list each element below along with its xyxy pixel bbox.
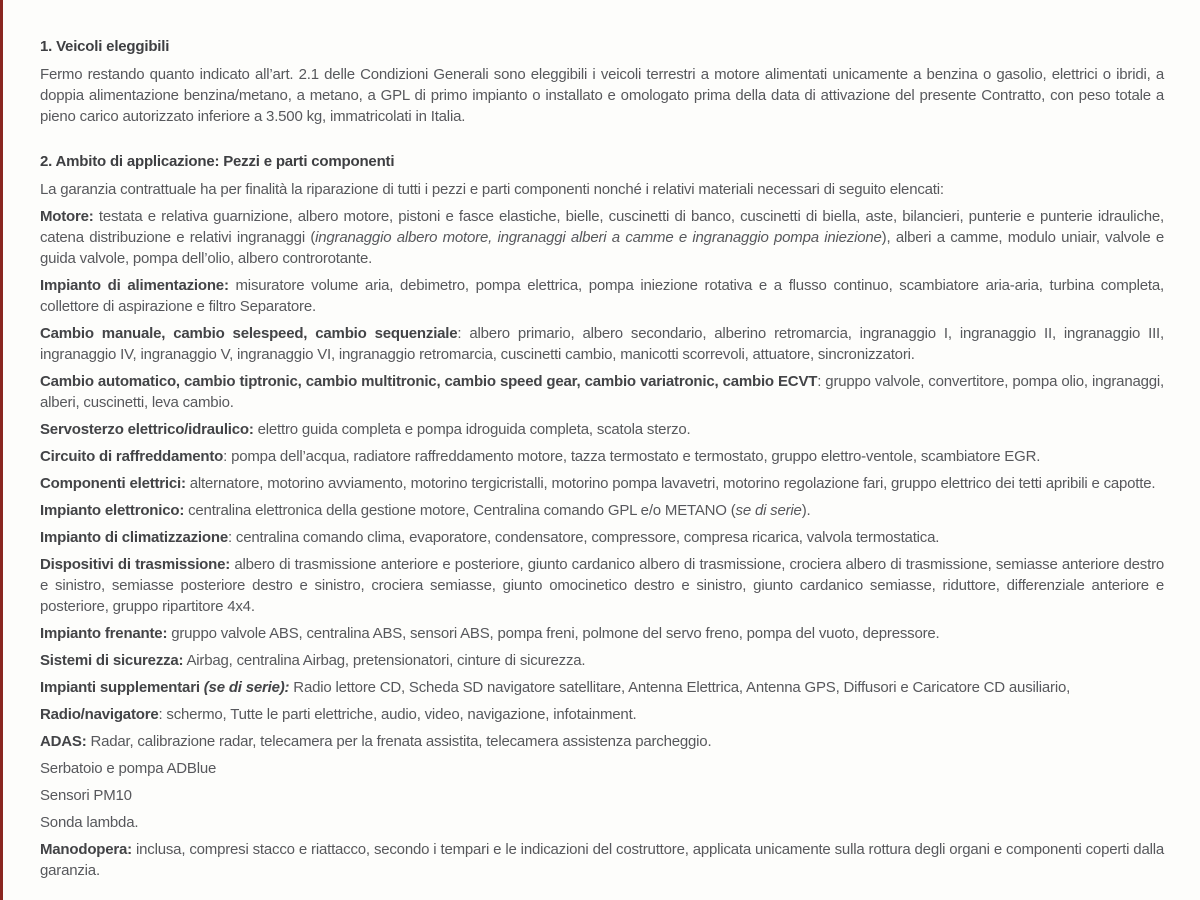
page-edge-line (0, 0, 3, 900)
section-heading: 1. Veicoli eleggibili (40, 38, 170, 55)
paragraph (40, 527, 1164, 548)
text-run: gruppo valvole ABS, centralina ABS, sensori ABS, pompa freni, polmone del servo freno, pompa del vuoto, depressore. (167, 625, 940, 642)
text-run: : centralina comando clima, evaporatore, condensatore, compressore, compresa ricarica, valvola termostatica. (227, 529, 940, 546)
paragraph (40, 473, 1164, 494)
text-run: ). (801, 502, 811, 519)
bold-label-text: ADAS: (40, 733, 87, 750)
bold-label-text: (se di serie): (203, 679, 290, 696)
paragraph (40, 812, 1164, 833)
paragraph (40, 64, 1164, 127)
bold-label-text: Dispositivi di trasmissione: (40, 556, 231, 573)
section (40, 151, 1164, 881)
paragraph (40, 323, 1164, 365)
paragraph (40, 419, 1164, 440)
italic-text: se di serie (735, 502, 802, 519)
paragraph (40, 758, 1164, 779)
text-run: Sonda lambda. (40, 814, 139, 831)
bold-label-text: Impianto di alimentazione: (40, 277, 229, 294)
text-run: alternatore, motorino avviamento, motorino tergicristalli, motorino pompa lavavetri, motorino regolazione fari, gruppo elettrico dei tetti apribili e capotte. (185, 475, 1156, 492)
text-run: Serbatoio e pompa ADBlue (40, 760, 217, 777)
text-run: : pompa dell’acqua, radiatore raffreddamento motore, tazza termostato e termostato, gruppo elettro-ventole, scambiatore EGR. (223, 448, 1041, 465)
bold-label-text: Motore: (40, 208, 94, 225)
bold-label-text: Impianto elettronico: (40, 502, 185, 519)
text-run: albero di trasmissione anteriore e posteriore, giunto cardanico albero di trasmissione, crociera albero di trasmissione, semiasse anteriore destro e sinistro, semiasse posteriore destro e sinistro, crociera semiasse, giunto omocinetico destro e sinistro, giunto cardanico semiasse, riduttore, differenziale anteriore e posteriore, gruppo ripartitore 4x4. (40, 556, 1165, 615)
bold-label-text: Impianti supplementari (40, 679, 204, 696)
text-run: Radar, calibrazione radar, telecamera per la frenata assistita, telecamera assistenza parcheggio. (86, 733, 712, 750)
text-run: testata e relativa guarnizione, albero motore, pistoni e fasce elastiche, bielle, cuscinetti di banco, cuscinetti di biella, aste, bilancieri, punterie e punterie idrauliche, catena distribuzione e relativi ingranaggi ( (40, 208, 1164, 246)
bold-label-text: Impianto di climatizzazione (40, 529, 228, 546)
bold-label-text: Sistemi di sicurezza: (40, 652, 184, 669)
paragraph (40, 179, 1164, 200)
paragraph (40, 677, 1164, 698)
bold-label-text: Circuito di raffreddamento (40, 448, 224, 465)
text-run: misuratore volume aria, debimetro, pompa elettrica, pompa iniezione rotativa e a flusso continuo, scambiatore aria-aria, turbina completa, collettore di aspirazione e filtro Separatore. (40, 277, 1164, 315)
text-run: Fermo restando quanto indicato all’art. 2.1 delle Condizioni Generali sono eleggibili i veicoli terrestri a motore alimentati unicamente a benzina o gasolio, elettrici o ibridi, a doppia alimentazione benzina/metano, a metano, a GPL di primo impianto o installato e omologato prima della data di attivazione del presente Contratto, con peso totale a pieno carico autorizzato inferiore a 3.500 kg, immatricolati in Italia. (40, 66, 1164, 125)
paragraph (40, 554, 1164, 617)
bold-label-text: Cambio manuale, cambio selespeed, cambio sequenziale (40, 325, 458, 342)
text-run: Radio lettore CD, Scheda SD navigatore satellitare, Antenna Elettrica, Antenna GPS, Diffusori e Caricatore CD ausiliario, (289, 679, 1071, 696)
paragraph (40, 206, 1164, 269)
paragraph (40, 371, 1164, 413)
paragraph (40, 275, 1164, 317)
text-run: elettro guida completa e pompa idroguida completa, scatola sterzo. (253, 421, 691, 438)
text-run: Airbag, centralina Airbag, pretensionatori, cinture di sicurezza. (183, 652, 586, 669)
paragraph (40, 650, 1164, 671)
document-content (40, 36, 1164, 887)
text-run: : albero primario, albero secondario, alberino retromarcia, ingranaggio I, ingranaggio II, ingranaggio III, ingranaggio IV, ingranaggio V, ingranaggio VI, ingranaggio retromarcia, cuscinetti cambio, manicotti scorrevoli, attuatore, sincronizzatori. (40, 325, 1164, 363)
text-run: ), alberi a camme, modulo uniair, valvole e guida valvole, pompa dell’olio, albero controrotante. (40, 229, 1164, 267)
bold-label-text: Manodopera: (40, 841, 132, 858)
bold-label-text: Radio/navigatore (40, 706, 159, 723)
text-run: centralina elettronica della gestione motore, Centralina comando GPL e/o METANO ( (184, 502, 736, 519)
text-run: : schermo, Tutte le parti elettriche, audio, video, navigazione, infotainment. (158, 706, 637, 723)
paragraph (40, 623, 1164, 644)
paragraph (40, 785, 1164, 806)
text-run: La garanzia contrattuale ha per finalità la riparazione di tutti i pezzi e parti componenti nonché i relativi materiali necessari di seguito elencati: (40, 181, 944, 198)
italic-text: ingranaggio albero motore, ingranaggi alberi a camme e ingranaggio pompa iniezione (315, 229, 882, 246)
section-heading: 2. Ambito di applicazione: Pezzi e parti componenti (40, 153, 395, 170)
section (40, 36, 1164, 127)
paragraph (40, 704, 1164, 725)
text-run: Sensori PM10 (40, 787, 132, 804)
bold-label-text: Cambio automatico, cambio tiptronic, cambio multitronic, cambio speed gear, cambio variatronic, cambio ECVT (40, 373, 818, 390)
paragraph (40, 500, 1164, 521)
text-run: : gruppo valvole, convertitore, pompa olio, ingranaggi, alberi, cuscinetti, leva cambio. (40, 373, 1164, 411)
bold-label-text: Impianto frenante: (40, 625, 168, 642)
bold-label-text: Componenti elettrici: (40, 475, 186, 492)
bold-label-text: Servosterzo elettrico/idraulico: (40, 421, 254, 438)
text-run: inclusa, compresi stacco e riattacco, secondo i tempari e le indicazioni del costruttore, applicata unicamente sulla rottura degli organi e componenti coperti dalla garanzia. (40, 841, 1164, 879)
paragraph (40, 446, 1164, 467)
paragraph (40, 839, 1164, 881)
paragraph (40, 731, 1164, 752)
